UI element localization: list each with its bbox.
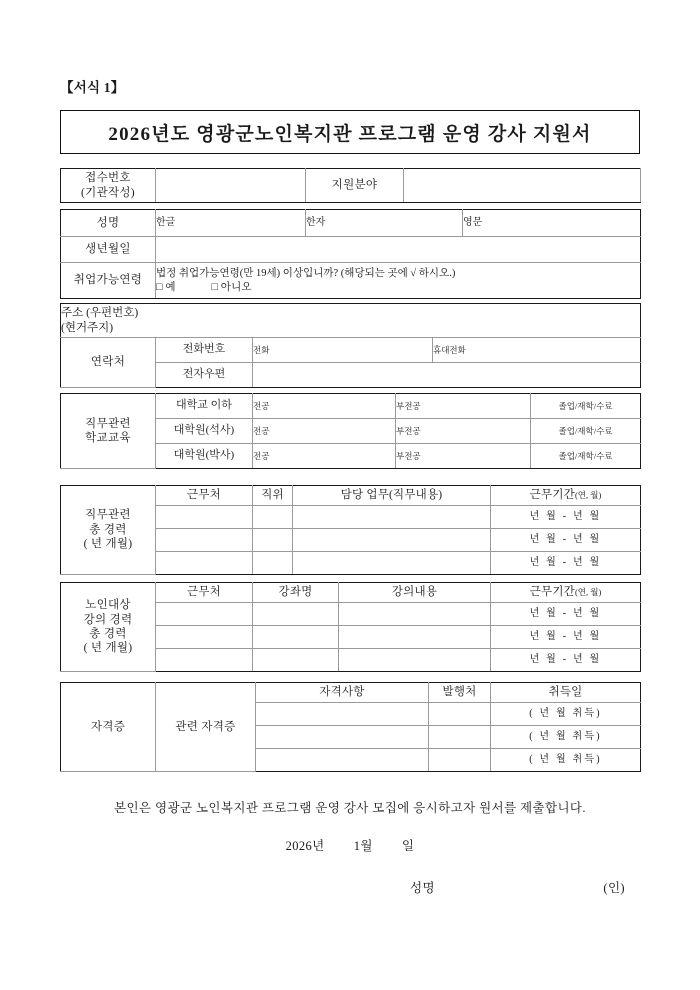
lecture-content-2[interactable]: [339, 626, 491, 649]
career-duty-1[interactable]: [293, 506, 491, 529]
basic-info-table: [60, 168, 641, 203]
certificate-acquired-1[interactable]: ( 년 월 취득): [491, 703, 641, 726]
education-level-undergrad: 대학교 이하: [156, 394, 253, 419]
certificate-acquired-3[interactable]: ( 년 월 취득): [491, 749, 641, 772]
mobile-tag: 휴대전화: [433, 344, 466, 355]
certificate-issuer-2[interactable]: [429, 726, 491, 749]
table-row: [61, 237, 641, 263]
career-duty-2[interactable]: [293, 529, 491, 552]
lecture-period-3[interactable]: 년 월 - 년 월: [491, 649, 641, 672]
date-day[interactable]: 일: [401, 839, 415, 853]
lecture-period-1[interactable]: 년 월 - 년 월: [491, 603, 641, 626]
contact-label: 연락처: [61, 338, 156, 388]
career-period-3[interactable]: 년 월 - 년 월: [491, 552, 641, 575]
minor-tag: 부전공: [396, 400, 421, 411]
lecture-workplace-2[interactable]: [156, 626, 253, 649]
form-title-box: [60, 110, 640, 154]
declaration-statement: 본인은 영광군 노인복지관 프로그램 운영 강사 모집에 응시하고자 원서를 제출합니다.: [114, 801, 586, 815]
certificate-detail-3[interactable]: [256, 749, 429, 772]
career-period-1[interactable]: 년 월 - 년 월: [491, 506, 641, 529]
employable-age-options: [156, 281, 640, 294]
major-tag: 전공: [253, 400, 270, 411]
certificate-issuer-3[interactable]: [429, 749, 491, 772]
name-english-tag: 영문: [463, 216, 483, 228]
certificate-detail-1[interactable]: [256, 703, 429, 726]
address-contact-table: [60, 303, 641, 388]
table-row: [61, 583, 641, 603]
table-row: [61, 169, 641, 203]
career-header-workplace: 근무처: [156, 486, 253, 506]
name-hanja-cell[interactable]: [306, 210, 463, 237]
certificate-detail-2[interactable]: [256, 726, 429, 749]
lecture-period-2[interactable]: 년 월 - 년 월: [491, 626, 641, 649]
career-period-2[interactable]: 년 월 - 년 월: [491, 529, 641, 552]
table-row: [61, 683, 641, 703]
lecture-content-3[interactable]: [339, 649, 491, 672]
lecture-workplace-3[interactable]: [156, 649, 253, 672]
certificate-header-detail: 자격사항: [256, 683, 429, 703]
lecture-course-1[interactable]: [253, 603, 339, 626]
education-level-masters: 대학원(석사): [156, 419, 253, 444]
name-english-cell[interactable]: [463, 210, 641, 237]
lecture-header-content: 강의내용: [339, 583, 491, 603]
career-workplace-1[interactable]: [156, 506, 253, 529]
certificate-header-acquired: 취득일: [491, 683, 641, 703]
submission-date: [0, 836, 700, 854]
education-level-doctorate: 대학원(박사): [156, 444, 253, 469]
employable-age-question: 법정 취업가능연령(만 19세) 이상입니까? (해당되는 곳에 √ 하시오.): [156, 268, 456, 280]
birthdate-label: 생년월일: [61, 237, 156, 263]
phone-number-label: 전화번호: [156, 338, 253, 363]
address-label-line1: 주소 (우편번호): [61, 307, 139, 320]
undergrad-minor-cell[interactable]: [396, 394, 531, 419]
undergrad-status[interactable]: 졸업/재학/수료: [531, 394, 641, 419]
table-row: [61, 394, 641, 419]
masters-minor-cell[interactable]: [396, 419, 531, 444]
phone-input-cell[interactable]: [253, 338, 433, 363]
table-row: [61, 338, 641, 363]
certificate-acquired-2[interactable]: ( 년 월 취득): [491, 726, 641, 749]
career-table: [60, 485, 641, 575]
checkbox-yes[interactable]: □ 예: [156, 281, 176, 293]
certificate-sub-label: 관련 자격증: [156, 683, 256, 772]
name-birth-age-table: [60, 209, 641, 299]
address-cell[interactable]: [61, 304, 641, 338]
employable-age-label: 취업가능연령: [61, 263, 156, 299]
receipt-number-label: 접수번호 (기관작성): [61, 169, 156, 203]
lecture-header-workplace: 근무처: [156, 583, 253, 603]
career-label: 직무관련 총 경력 ( 년 개월): [61, 486, 156, 575]
email-input[interactable]: [253, 363, 641, 388]
page-title: 2026년도 영광군노인복지관 프로그램 운영 강사 지원서: [108, 123, 592, 145]
career-workplace-3[interactable]: [156, 552, 253, 575]
lecture-career-table: [60, 582, 641, 672]
birthdate-input[interactable]: [156, 237, 641, 263]
lecture-workplace-1[interactable]: [156, 603, 253, 626]
doctorate-major-cell[interactable]: [253, 444, 396, 469]
table-row: [61, 263, 641, 299]
signature-line: [410, 878, 625, 896]
date-month: 1월: [353, 839, 373, 853]
masters-status[interactable]: 졸업/재학/수료: [531, 419, 641, 444]
applied-field-label: 지원분야: [306, 169, 404, 203]
lecture-course-2[interactable]: [253, 626, 339, 649]
signature-label: 성명: [410, 881, 435, 895]
career-workplace-2[interactable]: [156, 529, 253, 552]
name-korean-tag: 한글: [156, 216, 176, 228]
lecture-career-label: 노인대상 강의 경력 총 경력 ( 년 개월): [61, 583, 156, 672]
career-header-period: 근무기간(연, 월): [491, 486, 641, 506]
education-label: 직무관련 학교교육: [61, 394, 156, 469]
career-position-2[interactable]: [253, 529, 293, 552]
seal-label: (인): [603, 881, 625, 895]
lecture-course-3[interactable]: [253, 649, 339, 672]
minor-tag: 부전공: [396, 450, 421, 461]
form-number-tag: 【서식 1】: [60, 80, 125, 95]
masters-major-cell[interactable]: [253, 419, 396, 444]
certificate-header-issuer: 발행처: [429, 683, 491, 703]
certificate-label: 자격증: [61, 683, 156, 772]
phone-tag: 전화: [253, 344, 270, 355]
career-header-position: 직위: [253, 486, 293, 506]
email-label: 전자우편: [156, 363, 253, 388]
major-tag: 전공: [253, 425, 270, 436]
table-row: [61, 304, 641, 338]
mobile-input-cell[interactable]: [433, 338, 641, 363]
receipt-number-input[interactable]: [156, 169, 306, 203]
table-row: [61, 486, 641, 506]
applied-field-input[interactable]: [404, 169, 641, 203]
table-row: [61, 210, 641, 237]
employable-age-question-cell: [156, 263, 641, 299]
major-tag: 전공: [253, 450, 270, 461]
lecture-content-1[interactable]: [339, 603, 491, 626]
minor-tag: 부전공: [396, 425, 421, 436]
address-label-line2: (현거주지): [61, 321, 114, 334]
certificate-issuer-1[interactable]: [429, 703, 491, 726]
name-label: 성명: [61, 210, 156, 237]
career-position-1[interactable]: [253, 506, 293, 529]
career-position-3[interactable]: [253, 552, 293, 575]
certificate-table: [60, 682, 641, 772]
name-hanja-tag: 한자: [306, 216, 326, 228]
lecture-header-period: 근무기간(연, 월): [491, 583, 641, 603]
career-header-duty: 담당 업무(직무내용): [293, 486, 491, 506]
doctorate-minor-cell[interactable]: [396, 444, 531, 469]
name-korean-cell[interactable]: [156, 210, 306, 237]
career-duty-3[interactable]: [293, 552, 491, 575]
doctorate-status[interactable]: 졸업/재학/수료: [531, 444, 641, 469]
date-year: 2026년: [285, 839, 325, 853]
education-table: [60, 393, 641, 469]
undergrad-major-cell[interactable]: [253, 394, 396, 419]
checkbox-no[interactable]: □ 아니오: [211, 281, 252, 293]
lecture-header-course: 강좌명: [253, 583, 339, 603]
